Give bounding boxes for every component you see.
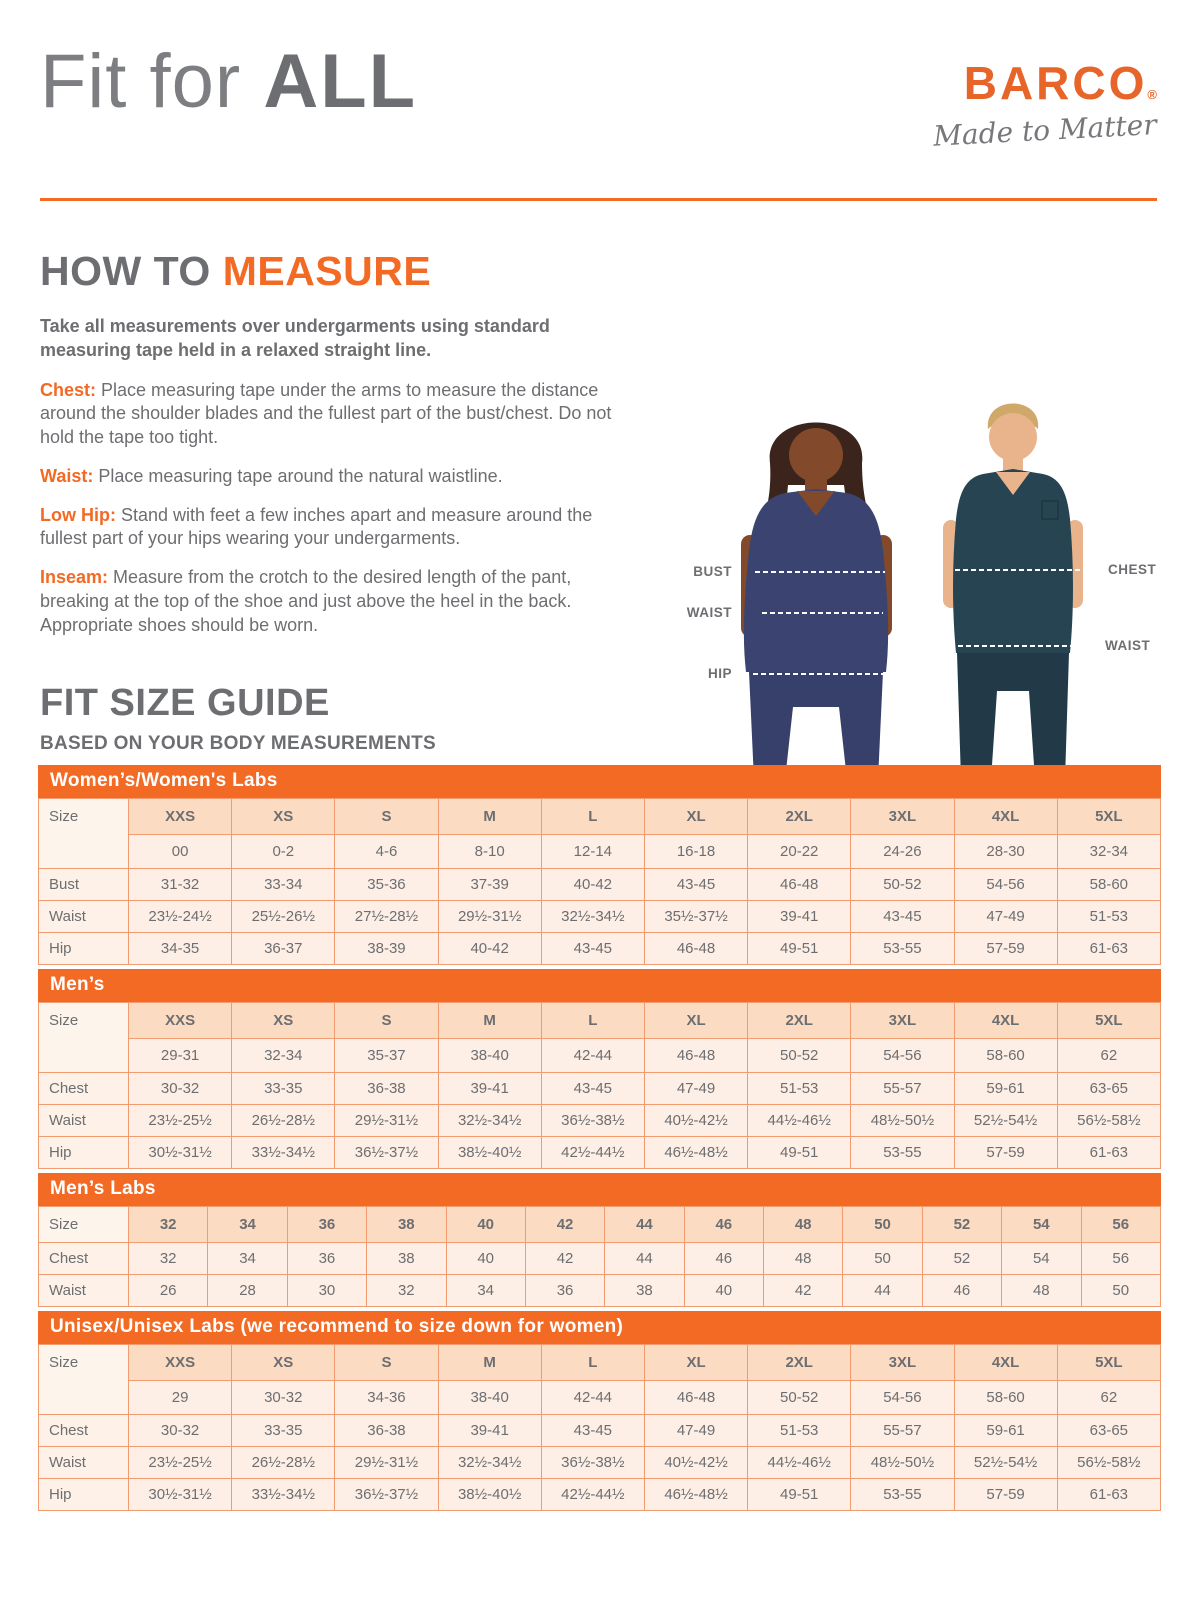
size-corner-cell: Size: [39, 1345, 129, 1415]
row-label-cell: Waist: [39, 1447, 129, 1479]
measurement-cell: 33½-34½: [232, 1137, 335, 1169]
measurement-cell: 36: [287, 1243, 366, 1275]
measurement-cell: 33-35: [232, 1073, 335, 1105]
waist-text: Place measuring tape around the natural waistline.: [93, 465, 503, 486]
numeric-size-cell: 54-56: [851, 1381, 954, 1415]
numeric-size-cell: 35-37: [335, 1039, 438, 1073]
measurement-cell: 36: [525, 1275, 604, 1307]
measurement-cell: 27½-28½: [335, 901, 438, 933]
measurement-row: [39, 901, 1161, 933]
measurement-cell: 34-35: [129, 933, 232, 965]
measurement-cell: 44: [605, 1243, 684, 1275]
size-header-cell: XXS: [129, 799, 232, 835]
measurement-cell: 39-41: [438, 1415, 541, 1447]
measurement-cell: 30-32: [129, 1073, 232, 1105]
measurement-row: [39, 1447, 1161, 1479]
size-corner-cell: Size: [39, 799, 129, 869]
measurement-cell: 30½-31½: [129, 1479, 232, 1511]
measurement-cell: 36-38: [335, 1073, 438, 1105]
measurement-cell: 61-63: [1057, 1137, 1160, 1169]
size-header-cell: 38: [367, 1207, 446, 1243]
measurement-cell: 52½-54½: [954, 1447, 1057, 1479]
numeric-size-row: [39, 1039, 1161, 1073]
measurement-cell: 38½-40½: [438, 1137, 541, 1169]
measurement-cell: 33-35: [232, 1415, 335, 1447]
numeric-size-cell: 46-48: [644, 1039, 747, 1073]
size-header-cell: XS: [232, 1345, 335, 1381]
size-header-cell: XS: [232, 1003, 335, 1039]
size-table-grid: [38, 1206, 1161, 1307]
registered-mark-icon: ®: [1147, 87, 1157, 102]
measurement-cell: 40: [684, 1275, 763, 1307]
measurement-cell: 31-32: [129, 869, 232, 901]
measurement-cell: 25½-26½: [232, 901, 335, 933]
size-header-cell: 3XL: [851, 1345, 954, 1381]
measurement-cell: 32: [129, 1243, 208, 1275]
measurement-cell: 47-49: [644, 1073, 747, 1105]
heading-gray-part: HOW TO: [40, 248, 211, 294]
size-header-cell: M: [438, 1345, 541, 1381]
size-header-cell: 34: [208, 1207, 287, 1243]
waist-right-label: WAIST: [1105, 638, 1151, 653]
size-header-cell: L: [541, 799, 644, 835]
measurement-cell: 26½-28½: [232, 1105, 335, 1137]
measurement-cell: 35-36: [335, 869, 438, 901]
measurement-cell: 42: [764, 1275, 843, 1307]
measurement-row: [39, 1105, 1161, 1137]
numeric-size-cell: 54-56: [851, 1039, 954, 1073]
numeric-size-cell: 12-14: [541, 835, 644, 869]
measure-item-waist: [40, 465, 640, 489]
measurement-row: [39, 1073, 1161, 1105]
table-header-row: [39, 1003, 1161, 1039]
measurement-cell: 43-45: [851, 901, 954, 933]
size-header-cell: 42: [525, 1207, 604, 1243]
size-header-cell: 54: [1002, 1207, 1081, 1243]
measurement-cell: 63-65: [1057, 1415, 1160, 1447]
measurement-cell: 49-51: [748, 1137, 851, 1169]
measurement-cell: 39-41: [438, 1073, 541, 1105]
measurement-cell: 42½-44½: [541, 1137, 644, 1169]
size-header-cell: 2XL: [748, 1345, 851, 1381]
numeric-size-cell: 58-60: [954, 1039, 1057, 1073]
size-header-cell: 4XL: [954, 1345, 1057, 1381]
measurement-cell: 46½-48½: [644, 1137, 747, 1169]
measurement-cell: 56½-58½: [1057, 1105, 1160, 1137]
fit-size-guide-section: [38, 682, 1161, 1511]
measurement-cell: 57-59: [954, 933, 1057, 965]
measurement-cell: 32½-34½: [438, 1105, 541, 1137]
measurement-cell: 32: [367, 1275, 446, 1307]
size-header-cell: XL: [644, 1003, 747, 1039]
measurement-cell: 32½-34½: [438, 1447, 541, 1479]
title-light: Fit for: [40, 39, 242, 124]
size-header-cell: 5XL: [1057, 1003, 1160, 1039]
measurement-cell: 59-61: [954, 1073, 1057, 1105]
fit-size-guide-subheading: BASED ON YOUR BODY MEASUREMENTS: [40, 733, 437, 754]
how-to-measure-section: [40, 248, 640, 652]
measurement-cell: 39-41: [748, 901, 851, 933]
measurement-cell: 51-53: [748, 1415, 851, 1447]
table-banner: Women’s/Women's Labs: [38, 765, 1161, 798]
measurement-cell: 44½-46½: [748, 1105, 851, 1137]
size-header-cell: 52: [922, 1207, 1001, 1243]
measure-item-low-hip: [40, 504, 640, 552]
numeric-size-cell: 62: [1057, 1381, 1160, 1415]
size-header-cell: 36: [287, 1207, 366, 1243]
size-header-cell: 3XL: [851, 799, 954, 835]
size-table-grid: [38, 1002, 1161, 1169]
size-header-cell: S: [335, 1003, 438, 1039]
row-label-cell: Hip: [39, 1479, 129, 1511]
size-table-unisex: [38, 1311, 1161, 1511]
measurement-cell: 46½-48½: [644, 1479, 747, 1511]
measurement-cell: 50: [843, 1243, 922, 1275]
measurement-cell: 30-32: [129, 1415, 232, 1447]
table-header-row: [39, 1207, 1161, 1243]
measurement-cell: 47-49: [644, 1415, 747, 1447]
size-corner-cell: Size: [39, 1003, 129, 1073]
row-label-cell: Waist: [39, 1275, 129, 1307]
numeric-size-cell: 20-22: [748, 835, 851, 869]
numeric-size-cell: 38-40: [438, 1381, 541, 1415]
measurement-cell: 50-52: [851, 869, 954, 901]
measurement-cell: 26: [129, 1275, 208, 1307]
page-header: [40, 39, 1158, 153]
numeric-size-cell: 24-26: [851, 835, 954, 869]
measurement-cell: 53-55: [851, 1479, 954, 1511]
row-label-cell: Chest: [39, 1243, 129, 1275]
numeric-size-cell: 42-44: [541, 1039, 644, 1073]
numeric-size-cell: 62: [1057, 1039, 1160, 1073]
measurement-cell: 23½-25½: [129, 1105, 232, 1137]
measurement-cell: 40½-42½: [644, 1105, 747, 1137]
measurement-cell: 51-53: [1057, 901, 1160, 933]
chest-text: Place measuring tape under the arms to measure the distance around the shoulder blades and the fullest part of the bust/chest. Do not hold the tape too tight.: [40, 379, 612, 447]
measurement-cell: 48: [764, 1243, 843, 1275]
numeric-size-cell: 8-10: [438, 835, 541, 869]
measurement-cell: 56: [1081, 1243, 1161, 1275]
heading-orange-part: MEASURE: [222, 248, 432, 294]
measurement-cell: 43-45: [541, 1415, 644, 1447]
size-header-cell: 4XL: [954, 799, 1057, 835]
measure-intro: Take all measurements over undergarments using standard measuring tape held in a relaxed straight line.: [40, 316, 550, 360]
size-header-cell: 40: [446, 1207, 525, 1243]
measurement-cell: 36½-37½: [335, 1479, 438, 1511]
measurement-cell: 30½-31½: [129, 1137, 232, 1169]
fit-size-guide-heading: FIT SIZE GUIDE: [40, 682, 330, 724]
numeric-size-cell: 4-6: [335, 835, 438, 869]
measurement-cell: 30: [287, 1275, 366, 1307]
measurement-cell: 46: [684, 1243, 763, 1275]
title-heavy: ALL: [263, 39, 418, 124]
measurement-cell: 42: [525, 1243, 604, 1275]
measurement-cell: 32½-34½: [541, 901, 644, 933]
measurement-cell: 42½-44½: [541, 1479, 644, 1511]
how-to-measure-heading: [40, 248, 640, 295]
row-label-cell: Chest: [39, 1415, 129, 1447]
measure-item-chest: [40, 379, 640, 450]
measurement-cell: 52: [922, 1243, 1001, 1275]
measurement-cell: 40-42: [541, 869, 644, 901]
measurement-cell: 53-55: [851, 1137, 954, 1169]
measurement-cell: 33-34: [232, 869, 335, 901]
measurement-cell: 46: [922, 1275, 1001, 1307]
inseam-text: Measure from the crotch to the desired length of the pant, breaking at the top of the shoe and just above the heel in the back. Appropriate shoes should be worn.: [40, 567, 572, 635]
measurement-cell: 54-56: [954, 869, 1057, 901]
measurement-cell: 40-42: [438, 933, 541, 965]
numeric-size-cell: 0-2: [232, 835, 335, 869]
numeric-size-cell: 28-30: [954, 835, 1057, 869]
brand-tagline: Made to Matter: [932, 108, 1158, 153]
measurement-cell: 26½-28½: [232, 1447, 335, 1479]
measurement-cell: 29½-31½: [438, 901, 541, 933]
table-header-row: [39, 799, 1161, 835]
measurement-cell: 48: [1002, 1275, 1081, 1307]
measurement-cell: 36-37: [232, 933, 335, 965]
brand-name: BARCO: [963, 57, 1148, 109]
size-corner-cell: Size: [39, 1207, 129, 1243]
measurement-cell: 44: [843, 1275, 922, 1307]
numeric-size-cell: 32-34: [232, 1039, 335, 1073]
size-header-cell: 32: [129, 1207, 208, 1243]
size-table-grid: [38, 798, 1161, 965]
measurement-cell: 36½-37½: [335, 1137, 438, 1169]
table-banner: Men’s Labs: [38, 1173, 1161, 1206]
size-header-cell: 46: [684, 1207, 763, 1243]
measurement-cell: 38½-40½: [438, 1479, 541, 1511]
measurement-row: [39, 1137, 1161, 1169]
measurement-cell: 40: [446, 1243, 525, 1275]
numeric-size-cell: 58-60: [954, 1381, 1057, 1415]
measurement-cell: 23½-24½: [129, 901, 232, 933]
measurement-cell: 43-45: [644, 869, 747, 901]
measurement-cell: 36-38: [335, 1415, 438, 1447]
row-label-cell: Waist: [39, 901, 129, 933]
measurement-cell: 29½-31½: [335, 1447, 438, 1479]
measurement-cell: 51-53: [748, 1073, 851, 1105]
measurement-cell: 48½-50½: [851, 1447, 954, 1479]
measurement-row: [39, 869, 1161, 901]
table-banner: Unisex/Unisex Labs (we recommend to size down for women): [38, 1311, 1161, 1344]
measurement-cell: 53-55: [851, 933, 954, 965]
numeric-size-cell: 00: [129, 835, 232, 869]
numeric-size-cell: 29: [129, 1381, 232, 1415]
waist-label: Waist:: [40, 465, 94, 486]
inseam-label: Inseam:: [40, 567, 109, 587]
numeric-size-row: [39, 1381, 1161, 1415]
measurement-cell: 23½-25½: [129, 1447, 232, 1479]
numeric-size-cell: 16-18: [644, 835, 747, 869]
numeric-size-cell: 42-44: [541, 1381, 644, 1415]
measurement-row: [39, 1479, 1161, 1511]
size-header-cell: 3XL: [851, 1003, 954, 1039]
measurement-cell: 35½-37½: [644, 901, 747, 933]
measurement-cell: 46-48: [748, 869, 851, 901]
waist-left-label: WAIST: [686, 605, 732, 620]
row-label-cell: Waist: [39, 1105, 129, 1137]
header-divider: [40, 198, 1157, 201]
measurement-cell: 28: [208, 1275, 287, 1307]
hip-label: HIP: [707, 666, 732, 681]
measurement-cell: 36½-38½: [541, 1105, 644, 1137]
measurement-cell: 56½-58½: [1057, 1447, 1160, 1479]
bust-label: BUST: [693, 564, 732, 579]
measurement-row: [39, 1243, 1161, 1275]
measurement-cell: 50: [1081, 1275, 1161, 1307]
low-hip-label: Low Hip:: [40, 504, 116, 525]
measurement-row: [39, 1415, 1161, 1447]
size-table-womens: [38, 765, 1161, 965]
measurement-cell: 44½-46½: [748, 1447, 851, 1479]
size-header-cell: S: [335, 799, 438, 835]
measurement-cell: 34: [446, 1275, 525, 1307]
measurement-cell: 43-45: [541, 1073, 644, 1105]
measurement-cell: 34: [208, 1243, 287, 1275]
size-header-cell: 5XL: [1057, 799, 1160, 835]
size-header-cell: 48: [764, 1207, 843, 1243]
size-header-cell: XL: [644, 1345, 747, 1381]
numeric-size-cell: 32-34: [1057, 835, 1160, 869]
measurement-cell: 43-45: [541, 933, 644, 965]
size-header-cell: 2XL: [748, 799, 851, 835]
row-label-cell: Hip: [39, 1137, 129, 1169]
numeric-size-cell: 29-31: [129, 1039, 232, 1073]
size-header-cell: S: [335, 1345, 438, 1381]
size-header-cell: XL: [644, 799, 747, 835]
size-header-cell: 5XL: [1057, 1345, 1160, 1381]
size-header-cell: XXS: [129, 1345, 232, 1381]
measurement-cell: 36½-38½: [541, 1447, 644, 1479]
measurement-cell: 57-59: [954, 1137, 1057, 1169]
measurement-cell: 49-51: [748, 933, 851, 965]
measurement-cell: 40½-42½: [644, 1447, 747, 1479]
size-header-cell: 56: [1081, 1207, 1161, 1243]
size-table-mens-labs: [38, 1173, 1161, 1307]
measurement-cell: 63-65: [1057, 1073, 1160, 1105]
measurement-cell: 55-57: [851, 1073, 954, 1105]
numeric-size-cell: 38-40: [438, 1039, 541, 1073]
numeric-size-cell: 34-36: [335, 1381, 438, 1415]
size-header-cell: XS: [232, 799, 335, 835]
size-header-cell: 4XL: [954, 1003, 1057, 1039]
size-header-cell: L: [541, 1003, 644, 1039]
chest-label: CHEST: [1108, 562, 1157, 577]
row-label-cell: Chest: [39, 1073, 129, 1105]
size-header-cell: L: [541, 1345, 644, 1381]
size-header-cell: XXS: [129, 1003, 232, 1039]
numeric-size-row: [39, 835, 1161, 869]
measurement-cell: 54: [1002, 1243, 1081, 1275]
size-table-mens: [38, 969, 1161, 1169]
row-label-cell: Hip: [39, 933, 129, 965]
measurement-cell: 38: [367, 1243, 446, 1275]
measurement-cell: 58-60: [1057, 869, 1160, 901]
measurement-cell: 46-48: [644, 933, 747, 965]
numeric-size-cell: 30-32: [232, 1381, 335, 1415]
measurement-cell: 61-63: [1057, 1479, 1160, 1511]
row-label-cell: Bust: [39, 869, 129, 901]
size-header-cell: M: [438, 799, 541, 835]
measurement-cell: 59-61: [954, 1415, 1057, 1447]
low-hip-text: Stand with feet a few inches apart and measure around the fullest part of your hips wearing your undergarments.: [40, 504, 593, 549]
size-header-cell: 2XL: [748, 1003, 851, 1039]
size-table-grid: [38, 1344, 1161, 1511]
size-header-cell: M: [438, 1003, 541, 1039]
chest-label: Chest:: [40, 379, 97, 400]
measurement-cell: 55-57: [851, 1415, 954, 1447]
measurement-cell: 61-63: [1057, 933, 1160, 965]
measurement-cell: 38-39: [335, 933, 438, 965]
measurement-cell: 49-51: [748, 1479, 851, 1511]
table-banner: Men’s: [38, 969, 1161, 1002]
measurement-cell: 57-59: [954, 1479, 1057, 1511]
measurement-cell: 52½-54½: [954, 1105, 1057, 1137]
size-header-cell: 50: [843, 1207, 922, 1243]
measurement-cell: 37-39: [438, 869, 541, 901]
measurement-cell: 48½-50½: [851, 1105, 954, 1137]
table-header-row: [39, 1345, 1161, 1381]
measurement-row: [39, 933, 1161, 965]
measurement-cell: 33½-34½: [232, 1479, 335, 1511]
measurement-cell: 38: [605, 1275, 684, 1307]
measurement-cell: 47-49: [954, 901, 1057, 933]
numeric-size-cell: 50-52: [748, 1039, 851, 1073]
measure-item-inseam: [40, 566, 640, 637]
measurement-row: [39, 1275, 1161, 1307]
size-header-cell: 44: [605, 1207, 684, 1243]
numeric-size-cell: 46-48: [644, 1381, 747, 1415]
measurement-cell: 29½-31½: [335, 1105, 438, 1137]
brand-logo: [932, 57, 1158, 153]
numeric-size-cell: 50-52: [748, 1381, 851, 1415]
